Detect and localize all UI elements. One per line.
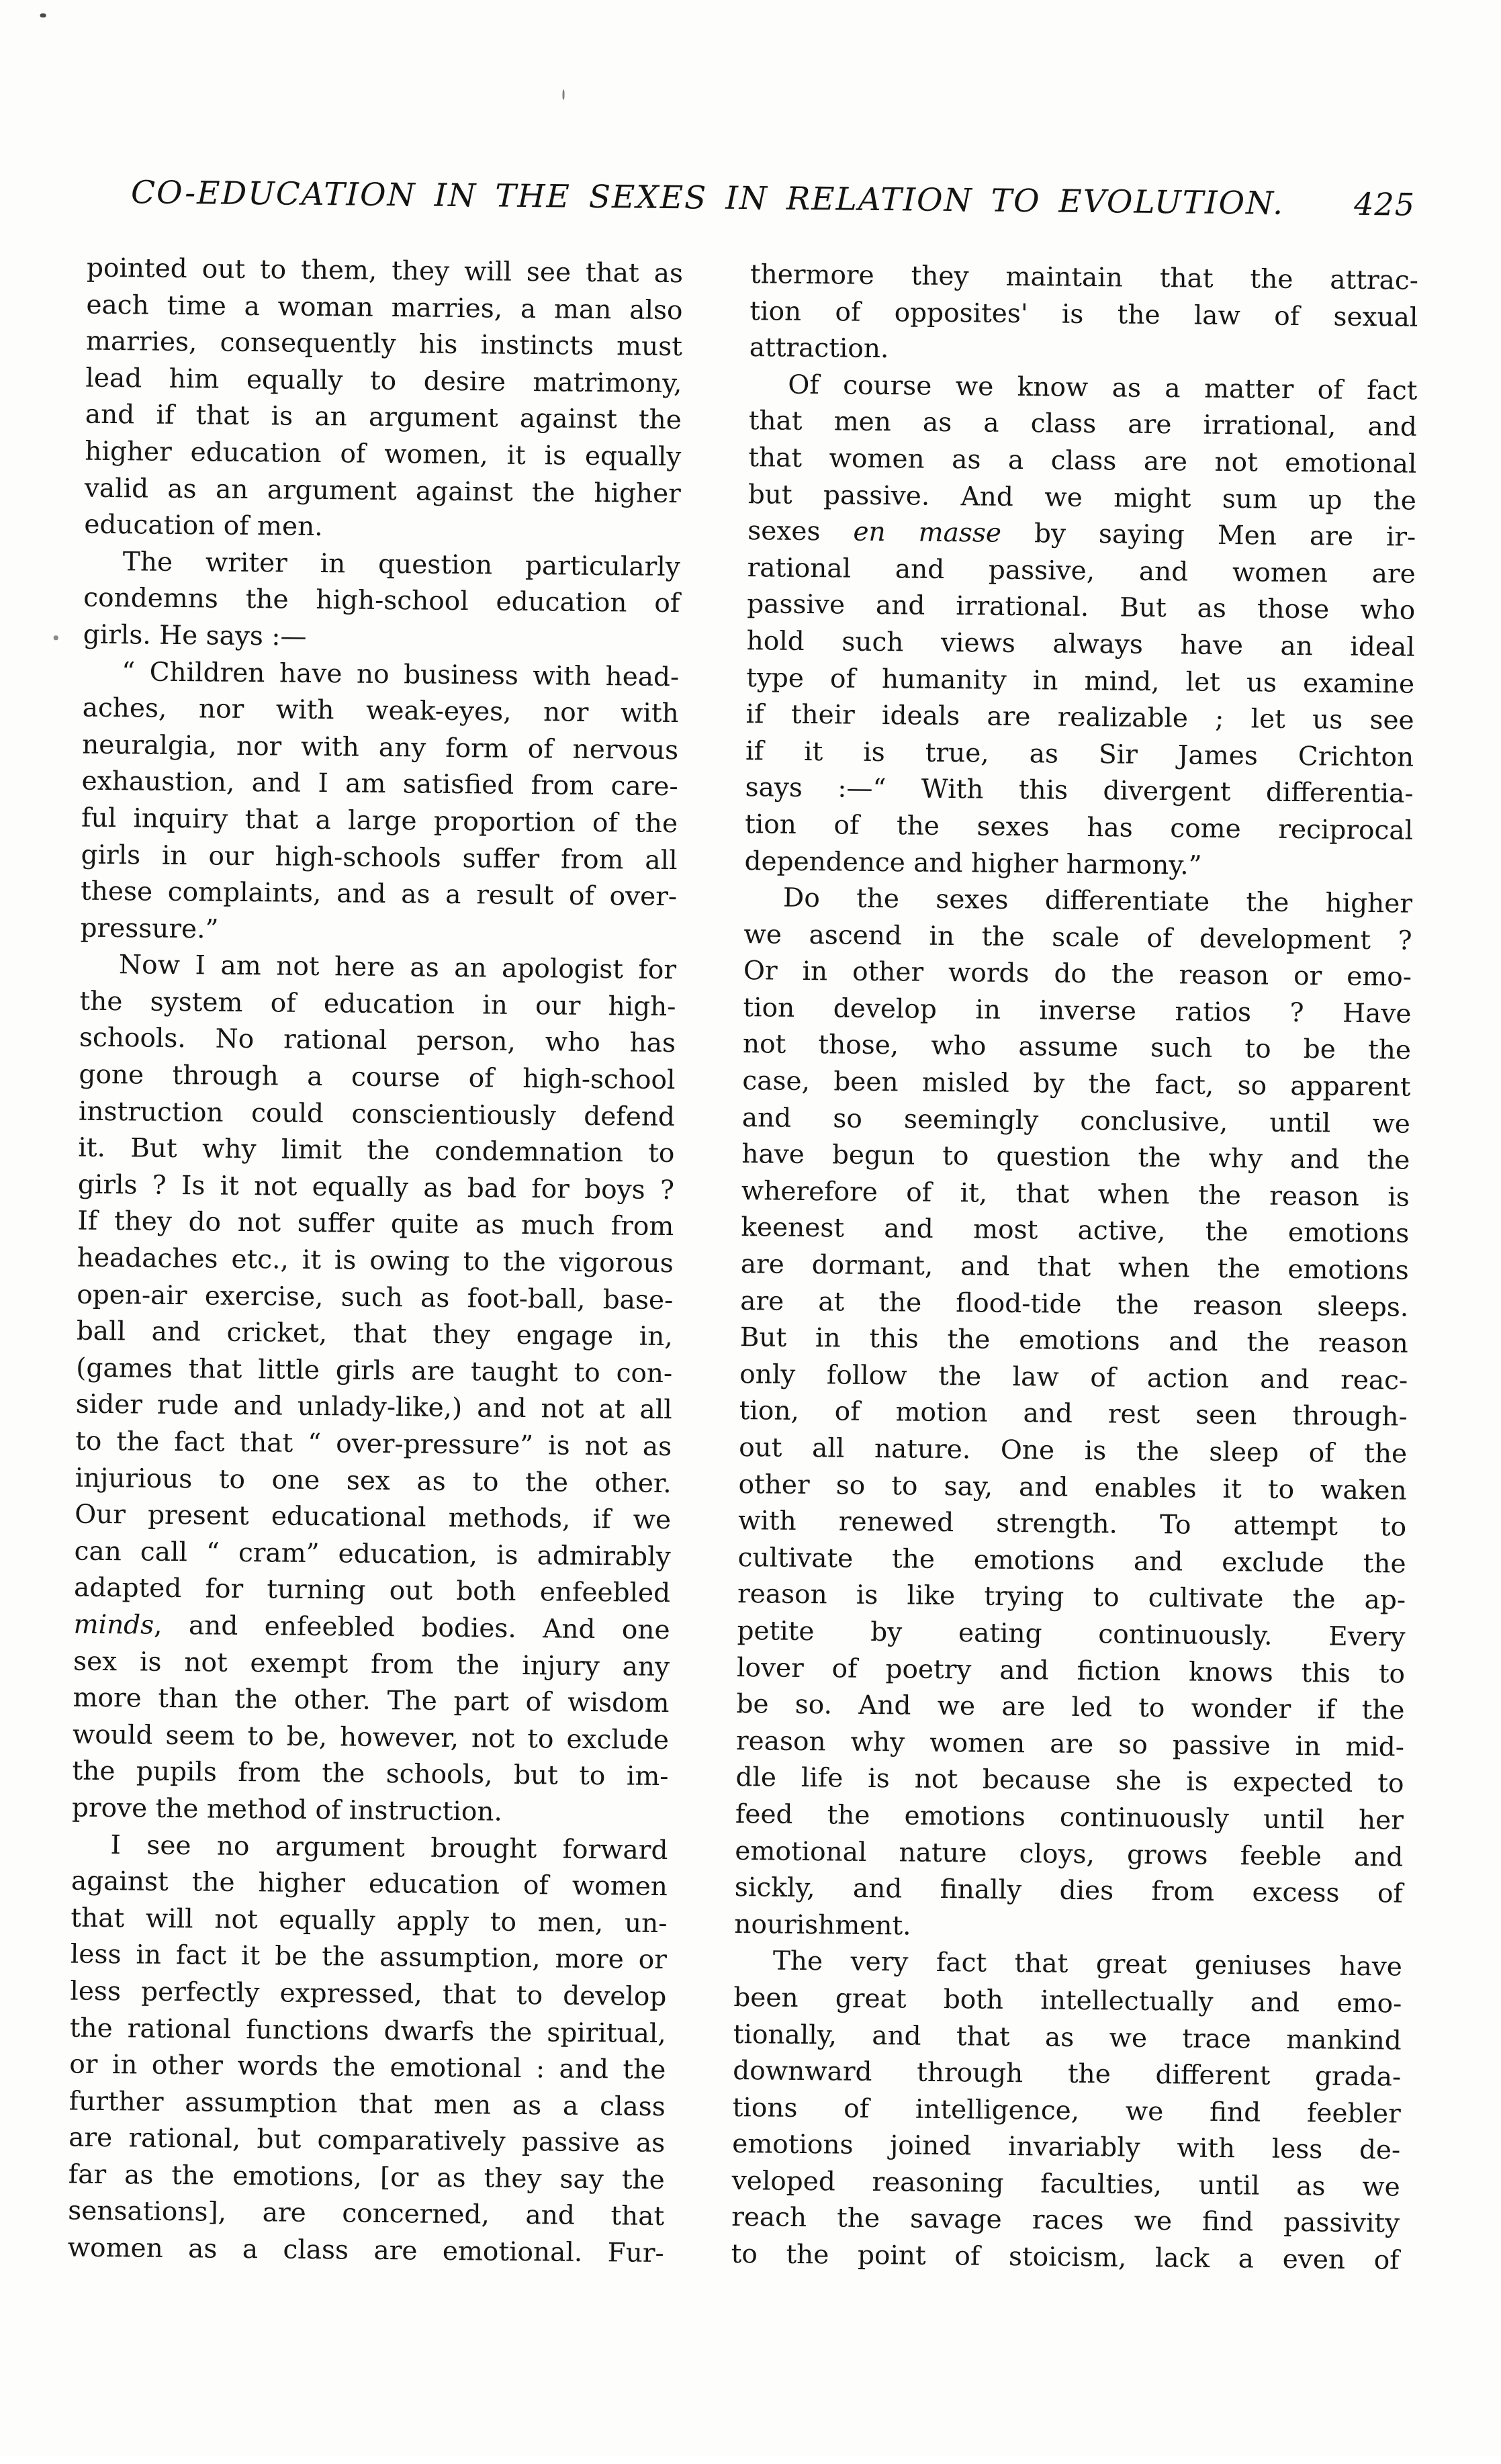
text-line: (games that little girls are taught to con- (76, 1353, 673, 1389)
right-column (731, 257, 1418, 2279)
text-line: against the higher education of women (71, 1866, 668, 1903)
text-line: if their ideals are realizable ; let us see (745, 699, 1414, 736)
text-line: girls ? Is it not equally as bad for boys ? (77, 1169, 675, 1205)
text-line: and so seemingly conclusive, until we (741, 1102, 1411, 1140)
text-line: valid as an argument against the higher (84, 473, 682, 509)
text-line: have begun to question the why and the (741, 1139, 1410, 1176)
text-line: says :—“ With this divergent differentia- (745, 772, 1414, 809)
text-line: Do the sexes differentiate the higher (782, 882, 1413, 919)
page-title: CO-EDUCATION IN THE SEXES IN RELATION TO EVOLUTION. (130, 174, 1285, 222)
text-line: tions of intelligence, we find feebler (732, 2092, 1401, 2130)
text-line: veloped reasoning faculties, until as we (731, 2165, 1400, 2203)
text-line: Or in other words do the reason or emo- (743, 956, 1412, 993)
text-line: But in this the emotions and the reason (739, 1322, 1408, 1359)
text-line: The writer in question particularly (122, 546, 680, 582)
text-line: If they do not suffer quite as much from (77, 1206, 674, 1242)
text-line: would seem to be, however, not to exclude (72, 1719, 670, 1755)
text-line: sexes en masse by saying Men are ir- (747, 516, 1416, 553)
text-line: injurious to one sex as to the other. (75, 1463, 672, 1499)
text-line: Our present educational methods, if we (74, 1499, 672, 1536)
text-line: further assumption that men as a class (69, 2086, 666, 2122)
text-line: exhaustion, and I am satisfied from care- (81, 766, 678, 803)
text-line: tion of opposites' is the law of sexual (749, 295, 1418, 333)
text-line: downward through the different grada- (733, 2056, 1402, 2093)
text-line: rational and passive, and women are (747, 552, 1416, 590)
text-line: ball and cricket, that they engage in, (76, 1316, 673, 1353)
text-line: if it is true, as Sir James Crichton (745, 735, 1414, 773)
text-line: neuralgia, nor with any form of nervous (81, 729, 679, 766)
text-line: it. But why limit the condemnation to (78, 1132, 675, 1169)
text-line: type of humanity in mind, let us examine (745, 662, 1415, 700)
text-line: that will not equally apply to men, un- (71, 1903, 668, 1939)
text-line: these complaints, and as a result of over- (80, 876, 678, 913)
text-line: I see no argument brought forward (110, 1829, 668, 1866)
text-line: reason why women are so passive in mid- (735, 1725, 1405, 1763)
text-line: to the fact that “ over-pressure” is not as (75, 1426, 672, 1463)
text-line: that men as a class are irrational, and (748, 406, 1418, 443)
text-line: minds, and enfeebled bodies. And one (73, 1609, 670, 1646)
text-line: less in fact it be the assumption, more or (70, 1939, 668, 1976)
text-line: headaches etc., it is owing to the vigorous (77, 1242, 674, 1279)
text-line: the pupils from the schools, but to im- (72, 1755, 669, 1792)
text-line: The very fact that great geniuses have (772, 1946, 1403, 1982)
text-line: each time a woman marries, a man also (86, 289, 683, 326)
text-line: instruction could conscientiously defend (78, 1096, 676, 1132)
page-number: 425 (1353, 185, 1416, 223)
text-line: Of course we know as a matter of fact (788, 369, 1418, 406)
text-line: out all nature. One is the sleep of the (738, 1432, 1408, 1469)
text-line: dependence and higher harmony.” (744, 846, 1202, 881)
text-line: can call “ cram” education, is admirably (74, 1536, 671, 1572)
text-line: keenest and most active, the emotions (741, 1212, 1410, 1250)
text-line: emotional nature cloys, grows feeble and (735, 1835, 1404, 1873)
text-line: passive and irrational. But as those who (747, 589, 1416, 627)
text-line: petite by eating continuously. Every (737, 1616, 1406, 1653)
text-line: wherefore of it, that when the reason is (741, 1175, 1410, 1213)
text-line: reach the savage races we find passivity (731, 2202, 1400, 2240)
scan-artifact (54, 635, 58, 640)
text-line: reason is like trying to cultivate the ap- (737, 1579, 1406, 1616)
text-line: other so to say, and enables it to waken (738, 1469, 1407, 1506)
text-line: feed the emotions continuously until her (735, 1799, 1404, 1836)
text-line: open-air exercise, such as foot-ball, base- (77, 1279, 674, 1316)
scan-artifact (40, 13, 46, 17)
text-line: pointed out to them, they will see that as (86, 253, 684, 289)
text-line: are at the flood-tide the reason sleeps. (740, 1285, 1409, 1323)
text-line: higher education of women, it is equally (85, 436, 682, 473)
text-line: lover of poetry and fiction knows this to (736, 1652, 1406, 1690)
text-line: condemns the high-school education of (83, 583, 680, 619)
scan-artifact (562, 89, 564, 99)
text-line: “ Children have no business with head- (122, 656, 680, 692)
text-line: ful inquiry that a large proportion of the (81, 803, 678, 839)
text-line: the rational functions dwarfs the spiritual, (69, 2013, 667, 2049)
text-line: we ascend in the scale of development ? (743, 919, 1412, 956)
text-line: tion, of motion and rest seen through- (739, 1396, 1408, 1433)
text-line: marries, consequently his instincts must (85, 326, 683, 363)
text-line: cultivate the emotions and exclude the (737, 1542, 1406, 1580)
text-line: Now I am not here as an apologist for (118, 950, 677, 986)
text-line: tionally, and that as we trace mankind (733, 2019, 1402, 2056)
text-line: tion of the sexes has come reciprocal (744, 809, 1414, 846)
text-line: tion develop in inverse ratios ? Have (743, 992, 1412, 1030)
text-line: sider rude and unlady-like,) and not at all (75, 1389, 672, 1426)
text-line: education of men. (84, 509, 323, 543)
text-line: prove the method of instruction. (71, 1792, 503, 1827)
text-line: with renewed strength. To attempt to (737, 1506, 1407, 1543)
text-line: only follow the law of action and reac- (739, 1359, 1408, 1396)
text-line: hold such views always have an ideal (746, 626, 1415, 663)
text-line: far as the emotions, [or as they say the (68, 2159, 665, 2195)
text-line: are dormant, and that when the emotions (740, 1249, 1409, 1286)
text-line: be so. And we are led to wonder if the (736, 1689, 1405, 1726)
text-line: girls. He says :— (83, 619, 307, 652)
text-line: or in other words the emotional : and the (69, 2049, 666, 2086)
left-column (67, 250, 683, 2273)
text-line: emotions joined invariably with less de- (732, 2129, 1401, 2166)
text-line: lead him equally to desire matrimony, (85, 363, 682, 399)
text-line: schools. No rational person, who has (79, 1023, 676, 1059)
text-line: thermore they maintain that the attrac- (749, 259, 1419, 296)
text-line: pressure.” (80, 913, 219, 945)
text-line: less perfectly expressed, that to develop (70, 1976, 667, 2012)
text-line: to the point of stoicism, lack a even of (731, 2239, 1400, 2276)
text-line: girls in our high-schools suffer from all (81, 839, 678, 876)
text-line: sensations], are concerned, and that (68, 2196, 665, 2232)
text-line: women as a class are emotional. Fur- (67, 2232, 664, 2269)
text-line: aches, nor with weak-eyes, nor with (82, 692, 679, 729)
text-line: nourishment. (734, 1909, 911, 1942)
text-line: sex is not exempt from the injury any (73, 1646, 670, 1682)
text-line: sickly, and finally dies from excess of (734, 1872, 1404, 1909)
text-line: and if that is an argument against the (85, 400, 682, 436)
text-line: case, been misled by the fact, so apparent (742, 1066, 1411, 1103)
text-line: that women as a class are not emotional (748, 443, 1417, 480)
text-line: the system of education in our high- (79, 986, 676, 1023)
running-header (131, 174, 1415, 223)
text-line: attraction. (749, 332, 889, 365)
text-line: are rational, but comparatively passive as (69, 2122, 666, 2159)
text-line: gone through a course of high-school (79, 1059, 676, 1096)
text-line: dle life is not because she is expected to (735, 1762, 1404, 1799)
text-line: not those, who assume such to be the (742, 1029, 1412, 1066)
text-line: been great both intellectually and emo- (733, 1982, 1402, 2019)
text-line: adapted for turning out both enfeebled (73, 1572, 671, 1609)
text-line: but passive. And we might sum up the (747, 479, 1416, 516)
text-line: more than the other. The part of wisdom (73, 1682, 670, 1719)
